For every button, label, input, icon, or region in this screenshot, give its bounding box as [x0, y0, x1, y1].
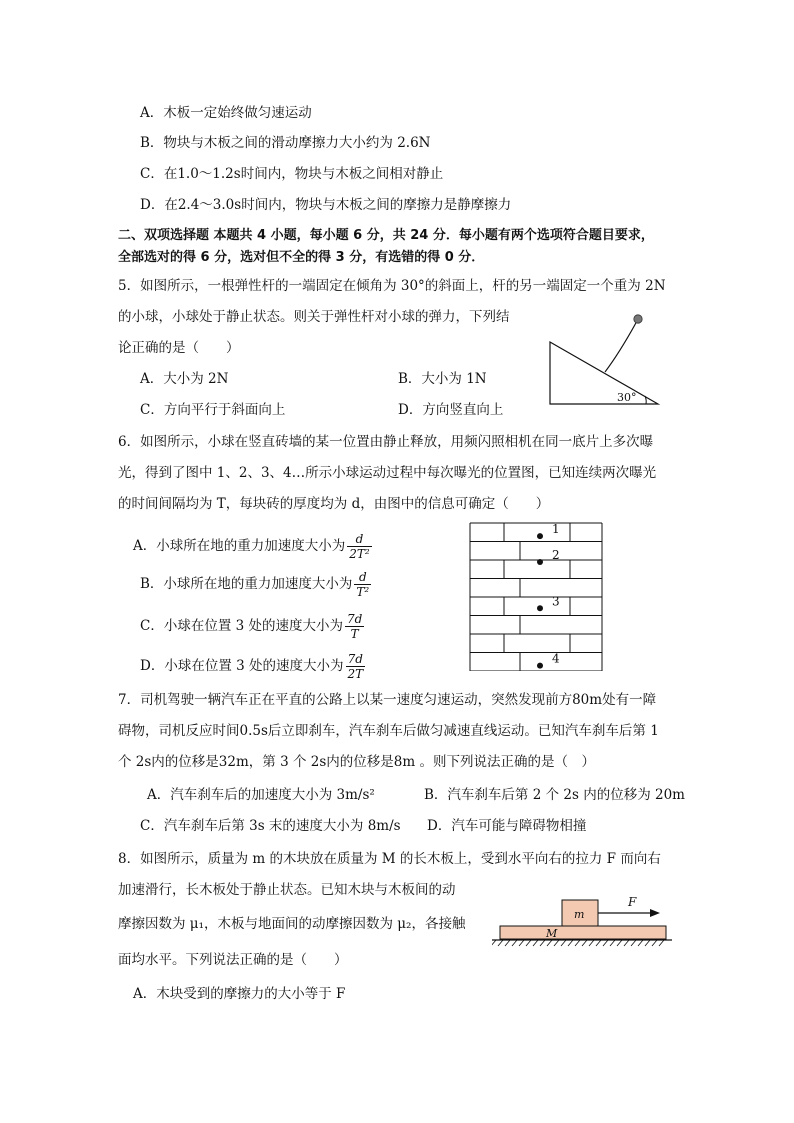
q7-option-a: A．汽车刹车后的加速度大小为 3m/s²	[147, 787, 375, 803]
q4-option-a: A．木板一定始终做匀速运动	[140, 105, 312, 121]
q6-option-b-text: B．小球所在地的重力加速度大小为	[140, 576, 353, 592]
q7-stem-line1: 7．司机驾驶一辆汽车正在平直的公路上以某一速度匀速运动，突然发现前方80m处有一障	[118, 692, 657, 708]
q5-stem-line3: 论正确的是（ ）	[118, 340, 240, 356]
q8-block-board-figure	[492, 890, 672, 950]
q6-brick-wall-figure	[468, 521, 604, 671]
q8-stem-line1: 8．如图所示，质量为 m 的木块放在质量为 M 的长木板上，受到水平向右的拉力 F 而向右	[118, 851, 661, 867]
q6-option-b-fraction	[354, 570, 371, 599]
q6-ball-label-3: 3	[552, 594, 560, 609]
q8-stem-line4: 面均水平。下列说法正确的是（ ）	[118, 952, 348, 968]
q6-ball-position-1	[537, 533, 543, 539]
section2-heading-line1: 二、双项选择题 本题共 4 小题，每小题 6 分，共 24 分．每小题有两个选项符合题目要求，	[118, 228, 654, 243]
q7-option-b: B．汽车刹车后第 2 个 2s 内的位移为 20m	[424, 787, 685, 803]
q4-option-c: C．在1.0～1.2s时间内，物块与木板之间相对静止	[140, 166, 444, 182]
q5-stem-line1: 5．如图所示，一根弹性杆的一端固定在倾角为 30°的斜面上，杆的另一端固定一个重为 2N	[118, 278, 666, 294]
q8-force-label: F	[628, 895, 637, 909]
q5-option-b: B．大小为 1N	[398, 371, 487, 387]
q5-stem-line2: 的小球，小球处于静止状态。则关于弹性杆对小球的弹力，下列结	[118, 309, 510, 325]
q5-incline-figure	[545, 312, 665, 408]
q6-option-d-numerator: 7d	[346, 652, 366, 667]
q8-force-arrowhead	[650, 909, 660, 917]
q6-option-d-fraction	[346, 652, 366, 681]
q6-ball-position-3	[537, 605, 543, 611]
q7-option-c: C．汽车刹车后第 3s 末的速度大小为 8m/s	[140, 818, 401, 834]
q8-option-a: A．木块受到的摩擦力的大小等于 F	[133, 986, 346, 1002]
q6-stem-line3: 的时间间隔均为 T，每块砖的厚度均为 d，由图中的信息可确定（ ）	[118, 496, 550, 512]
q8-board-M	[500, 926, 666, 939]
q6-option-d-denominator: 2T	[347, 667, 364, 681]
q8-board-label: M	[546, 927, 558, 940]
q6-option-a-numerator: d	[347, 532, 371, 547]
q6-stem-line1: 6．如图所示，小球在竖直砖墙的某一位置由静止释放，用频闪照相机在同一底片上多次曝	[118, 434, 654, 450]
q8-block-label: m	[574, 908, 585, 921]
q6-option-d	[140, 650, 365, 682]
q7-option-d: D．汽车可能与障碍物相撞	[427, 818, 587, 834]
q6-option-c	[140, 610, 364, 642]
q6-option-c-numerator: 7d	[347, 612, 363, 626]
q6-ball-position-4	[537, 663, 543, 669]
q6-option-d-text: D．小球在位置 3 处的速度大小为	[140, 658, 344, 674]
q7-stem-line2: 碍物，司机反应时间0.5s后立即刹车，汽车刹车后做匀减速直线运动。已知汽车刹车后第 1	[118, 723, 659, 739]
q6-option-a-text: A．小球所在地的重力加速度大小为	[133, 538, 346, 554]
q6-ball-label-1: 1	[552, 522, 560, 537]
q5-angle-label: 30°	[617, 391, 637, 404]
q4-option-b: B．物块与木板之间的滑动摩擦力大小约为 2.6N	[140, 135, 431, 151]
q6-option-c-fraction	[345, 612, 364, 641]
q5-option-d: D．方向竖直向上	[398, 402, 504, 418]
q6-option-c-denominator: T	[350, 627, 359, 641]
q5-option-c: C．方向平行于斜面向上	[140, 402, 286, 418]
q6-option-a	[133, 530, 372, 562]
q5-option-a: A．大小为 2N	[140, 371, 229, 387]
q6-option-b-numerator: d	[354, 570, 371, 585]
q6-stem-line2: 光，得到了图中 1、2、3、4…所示小球运动过程中每次曝光的位置图，已知连续两次曝光	[118, 465, 657, 481]
q6-ball-position-2	[537, 559, 543, 565]
q6-ball-label-2: 2	[552, 548, 560, 562]
q6-option-b-denominator: T²	[356, 585, 370, 599]
q8-stem-line2: 加速滑行，长木板处于静止状态。已知木块与木板间的动	[118, 882, 456, 898]
q6-option-a-fraction	[347, 532, 371, 561]
q8-stem-line3: 摩擦因数为 μ₁，木板与地面间的动摩擦因数为 μ₂，各接触	[118, 916, 466, 932]
q6-ball-label-4: 4	[552, 651, 560, 666]
section2-heading-line2: 全部选对的得 6 分，选对但不全的得 3 分，有选错的得 0 分．	[118, 250, 485, 265]
q6-option-a-denominator: 2T²	[349, 547, 370, 561]
q7-stem-line3: 个 2s内的位移是32m，第 3 个 2s内的位移是8m 。则下列说法正确的是（ ）	[118, 754, 595, 770]
q4-option-d: D．在2.4～3.0s时间内，物块与木板之间的摩擦力是静摩擦力	[140, 197, 512, 213]
q6-option-c-text: C．小球在位置 3 处的速度大小为	[140, 618, 344, 634]
q6-option-b	[140, 568, 371, 600]
